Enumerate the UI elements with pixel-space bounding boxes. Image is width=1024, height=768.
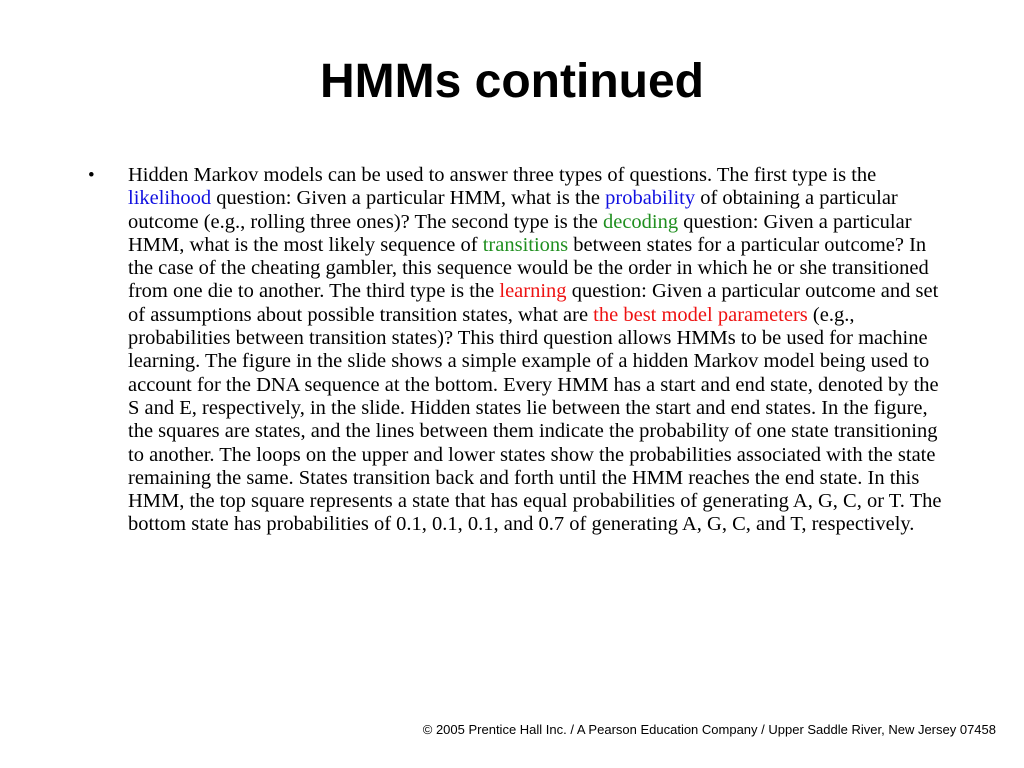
term-decoding: decoding (602, 210, 679, 233)
bullet-item (86, 164, 946, 537)
term-learning: learning (499, 280, 567, 303)
body-text: question: Given a particular outcome and set of assumptions about possible transition states, what are (128, 280, 939, 326)
bullet-paragraph (128, 164, 946, 537)
term-best-model-parameters: the best model parameters (593, 303, 808, 326)
term-transitions: transitions (482, 233, 569, 256)
body-text: (e.g., probabilities between transition states)? This third question allows HMMs to be used for machine learning. The figure in the slide shows a simple example of a hidden Markov model being used to account for the DNA sequence at the bottom. Every HMM has a start and end state, denoted by the S and E, respectively, in the slide. Hidden states lie between the start and end states. In the figure, the squares are states, and the lines between them indicate the probability of one state transitioning to another. The loops on the upper and lower states show the probabilities associated with the state remaining the same. States transition back and forth until the HMM reaches the end state. In this HMM, the top square represents a state that has equal probabilities of generating A, G, C, or T. The bottom state has probabilities of 0.1, 0.1, 0.1, and 0.7 of generating A, G, C, and T, respectively. (128, 303, 942, 536)
term-probability: probability (605, 187, 696, 210)
body-text: between states for a particular outcome? In the case of the cheating gambler, this sequence would be the order in which he or she transitioned from one die to another. The third type is the (128, 233, 929, 303)
body-text: question: Given a particular HMM, what is the (211, 187, 606, 210)
body-text: Hidden Markov models can be used to answer three types of questions. The first type is the (128, 164, 877, 186)
copyright-footer: © 2005 Prentice Hall Inc. / A Pearson Education Company / Upper Saddle River, New Jersey 07458 (422, 722, 996, 737)
term-likelihood: likelihood (128, 187, 212, 210)
body-text: of obtaining a particular outcome (e.g., rolling three ones)? The second type is the (128, 187, 898, 233)
bullet-icon: • (88, 165, 95, 186)
slide-title: HMMs continued (320, 55, 704, 108)
body-text: question: Given a particular HMM, what is the most likely sequence of (128, 210, 912, 256)
